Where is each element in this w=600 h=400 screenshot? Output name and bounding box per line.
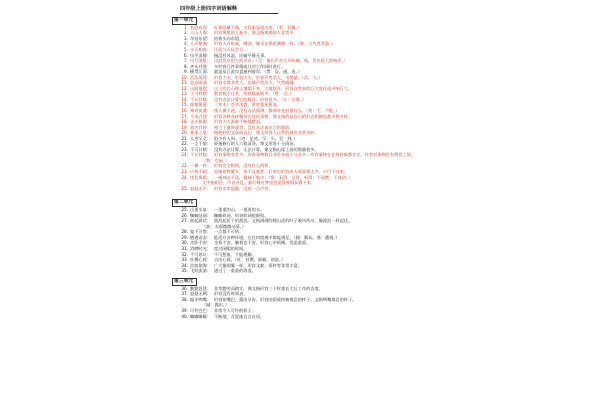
- entry-word: 不可计数：: [190, 146, 211, 152]
- entry-word: 山重水复：: [190, 207, 211, 213]
- entry-word: 齐头并进：: [190, 63, 211, 69]
- entry-number: 35.: [181, 268, 188, 274]
- entry-word: 山崩地裂：: [190, 85, 211, 91]
- entry-word: 不计其数：: [190, 96, 211, 102]
- unit-section: [172, 274, 442, 319]
- section-spacer: [172, 191, 442, 199]
- entry-definition: 形容大火源源不断地燃起。: [213, 119, 265, 125]
- vocab-entry: [172, 186, 442, 192]
- entry-definition: 广大像烟雾一样，形容文献，资料等非常丰富。: [213, 262, 302, 268]
- entry-number: 40.: [181, 313, 188, 319]
- document-title: 四年级上册四字词语解释: [180, 6, 278, 14]
- entry-definition: 不断地，含混地自言自语。: [213, 313, 265, 319]
- unit-section: [172, 14, 442, 191]
- entry-word: 毫不可惜：: [190, 229, 211, 235]
- entry-definition: 一重重的山，一道道的水。: [213, 207, 265, 213]
- entry-number: 1.: [184, 24, 188, 30]
- entry-number: 22.: [181, 163, 188, 169]
- entry-word: 人声鼎沸：: [190, 41, 211, 47]
- entry-definition: 不可想象，不能理解。: [213, 251, 256, 257]
- entry-definition: 一点都不可惜。: [213, 229, 244, 235]
- entry-number: 3.: [184, 35, 188, 41]
- entry-word: 水天相接：: [190, 46, 211, 52]
- entry-number: 36.: [181, 285, 188, 291]
- entry-word: 人迹罕至：: [190, 135, 211, 141]
- entry-definition: 指没有风浪，比喻平静无事。: [213, 52, 269, 58]
- entry-word: 不计其数：: [190, 152, 211, 158]
- entry-definition: 能适应各种环境，在任何境遇中都能满足。（随：顺从。遇：遭遇。）: [213, 234, 340, 240]
- entry-number: 34.: [181, 262, 188, 268]
- entry-number: 6.: [184, 52, 188, 58]
- entry-definition: 坐着不安，躺着也不安，形容心中烦躁，忧虑重重。: [213, 240, 311, 246]
- entry-definition: 蜘蛛织网，形容织网很细致。: [213, 212, 269, 218]
- entry-number: 31.: [181, 246, 188, 252]
- entry-number: 20.: [181, 130, 188, 136]
- entry-number: 28.: [181, 229, 188, 235]
- entry-number: 9.: [184, 69, 188, 75]
- entry-word: 神奇莫测：: [190, 108, 211, 113]
- entry-definition: 形容大水，形容大水，形容声势浩大，水势猛。（浩：大。）: [213, 74, 323, 80]
- entry-definition: 文中指阴冷，声音杂乱，最后睡在梦里也觉得神情安静下来。: [202, 180, 316, 186]
- vocab-entry: [172, 218, 442, 224]
- entry-definition: 一指神态不清，精神不集中；（惧：看得，记得，听得；不清楚，不真切。）: [213, 174, 353, 180]
- entry-word: 神来之笔：: [190, 130, 211, 136]
- entry-number: 19.: [181, 124, 188, 130]
- entry-definition: 自出心裁。（杜：杜撰，新颖，创造。）: [213, 257, 286, 263]
- entry-number: 12.: [181, 85, 188, 91]
- entry-number: 25.: [181, 207, 188, 213]
- entry-definition: 指绝妙的文章或词句，课文形容大自然的神奇非常奇妙。: [213, 130, 319, 136]
- unit-section: [172, 191, 442, 274]
- entry-number: 33.: [181, 257, 188, 263]
- entry-word: 忧危惧惧：: [190, 174, 211, 180]
- entry-number: 13.: [181, 91, 188, 97]
- entry-definition: 好象隐藏不露，又好象显现出来。（若：好像。）: [213, 24, 302, 30]
- entry-definition: 形容人声喧闹，嘈杂，像水在锅里沸腾一样。（鼎：古代者食器。）: [213, 41, 336, 47]
- entry-definition: 相当于奥妙或者，没有办法说出它的奥妙。: [213, 124, 294, 130]
- entry-word: 风平浪静：: [190, 52, 211, 58]
- entry-number: 15.: [181, 102, 188, 108]
- entry-number: 14.: [181, 96, 188, 102]
- entry-definition: 江面与天际会合。: [213, 46, 248, 52]
- entry-number: 7.: [184, 58, 188, 64]
- entry-definition: 原指景物繁多，来不及观赏，后来也形容来人或事情太多，应付不过来。: [213, 169, 348, 175]
- entry-word: 风号浪吼：: [190, 58, 211, 64]
- entry-word: 浩如烟海：: [190, 262, 211, 268]
- entry-word: 寂寂无声：: [190, 185, 211, 191]
- entry-word: 应接不暇：: [190, 169, 211, 175]
- entry-definition: 形容水势非常大，比喻声势浩大，气势磅礴。: [213, 80, 298, 86]
- entry-word: 消磨时光：: [190, 246, 211, 252]
- entry-number: 4.: [184, 41, 188, 47]
- entry-number: 23.: [181, 169, 188, 175]
- entry-number: 25.: [181, 185, 188, 191]
- entry-definition: 没有办法计算它的数目，形容很多。（计：计算。）: [213, 96, 307, 102]
- entry-word: 随遇而安：: [190, 234, 211, 240]
- entry-word: 敲牙咧嘴：: [190, 296, 211, 302]
- entry-word: 可怜巴巴：: [190, 307, 211, 313]
- entry-word: 不可胜数：: [190, 91, 211, 97]
- entry-number: 16.: [181, 108, 188, 113]
- entry-definition: 形容张嘴巴，露出牙齿。形容凶狠或疼痛难忍的样子。文指咧嘴难忍的样子。: [213, 296, 357, 302]
- entry-definition: 形容各种各样稀奇古怪的事物。课文指的是岩石的形态和颜色都多种多样。: [213, 113, 353, 119]
- entry-word: 圣火源源：: [190, 119, 211, 125]
- entry-number: 17.: [181, 113, 188, 119]
- entry-definition: 抬着头向东望。: [213, 35, 244, 41]
- entry-number: 37.: [181, 291, 188, 297]
- entry-word: 人山人海：: [190, 30, 211, 36]
- entry-definition: 风浪发出很大的声音。（号：拖长声音大声叫喊，吼，发出很大的响声。）: [213, 58, 348, 64]
- entry-number: 2.: [184, 30, 188, 36]
- entry-word: 蜘蛛结网：: [190, 212, 211, 218]
- entry-number: 22.: [181, 141, 188, 147]
- entry-definition: 度过闲暇的时间。: [213, 246, 248, 252]
- vocab-entry: [172, 314, 442, 320]
- entry-word: 勤勤恳恳：: [190, 285, 211, 291]
- entry-definition: 形容没有时间表。: [213, 291, 248, 297]
- entry-definition: 数也数不过来，形容数量极多。（胜：尽。）: [213, 91, 294, 97]
- entry-word: 千奇百怪：: [190, 113, 211, 119]
- entry-number: 39.: [181, 307, 188, 313]
- entry-word: 波起波伏：: [190, 218, 211, 224]
- entry-definition: 就是从江此岸直通到彼岸。（贯：穿，通，连。）: [213, 69, 302, 75]
- entry-number: 8.: [184, 63, 188, 69]
- entry-word: 若隐若现：: [190, 24, 211, 30]
- entry-word: 悬悬无期：: [190, 291, 211, 297]
- entry-definition: 山上的岩石和土壤塌下来，大地裂开。形容自然界的巨大变化或声响巨大。: [213, 85, 353, 91]
- entry-word: 飞跃流淌：: [190, 268, 211, 274]
- entry-number: 21.: [181, 135, 188, 141]
- entry-definition: 非常勤劳而踏实，课文指形容三个牧童长大后工作的态度。: [213, 285, 323, 291]
- entry-definition: 形容完全相同，没有什么两样。: [213, 163, 273, 169]
- document-page: [172, 6, 442, 396]
- vocab-entry: [172, 297, 442, 303]
- vocab-entry: [172, 175, 442, 181]
- entry-definition: 原指修行的人六根清净，课文形容十分清洁。: [213, 141, 298, 147]
- entry-number: 30.: [181, 240, 188, 246]
- entry-word: 一模一样：: [190, 163, 211, 169]
- entry-number: 24.: [181, 152, 188, 158]
- entry-number: 23.: [181, 146, 188, 152]
- unit-header: 第三单元: [172, 278, 197, 286]
- vocab-entry: [172, 268, 442, 274]
- entry-word: 昂首东望：: [190, 35, 211, 41]
- entry-number: 38.: [181, 296, 188, 302]
- vocab-entry: [172, 152, 442, 158]
- entry-number: 11.: [181, 80, 188, 86]
- entry-definition: （敲：露出。）: [202, 302, 230, 308]
- entry-definition: （草木）苍翠茂盛，浓密葱茏葱茏。: [213, 102, 281, 108]
- entry-number: 26.: [181, 212, 188, 218]
- entry-word: 莫名其妙：: [190, 124, 211, 130]
- entry-word: 一尘不染：: [190, 141, 211, 147]
- entry-word: 嘟嘟嚷嚷：: [190, 313, 211, 319]
- entry-number: 29.: [181, 234, 188, 240]
- section-spacer: [172, 274, 442, 278]
- entry-definition: 使人摸不透，没有办法猜测，都神奇变幻着什么。（莫：不，不能。）: [213, 108, 340, 113]
- entry-word: 杜撰心裁：: [190, 257, 211, 263]
- entry-number: 24.: [181, 174, 188, 180]
- entry-definition: 没有办法计算，无法计算。课文指山崖上面的数量很多。: [213, 146, 319, 152]
- entry-definition: 形容聚集的人极多，课文指观潮的人非常多。: [213, 30, 298, 36]
- entry-number: 10.: [181, 74, 188, 80]
- entry-number: 27.: [181, 218, 188, 224]
- entry-definition: （数：空闲。）: [202, 157, 230, 163]
- entry-definition: （波：水面微微动荡。）: [202, 223, 246, 229]
- entry-number: 18.: [181, 119, 188, 125]
- section-spacer: [172, 14, 442, 17]
- entry-definition: 非常令人可怜的样子。: [213, 307, 256, 313]
- unit-header: 第二单元: [172, 199, 197, 207]
- entry-word: 郁郁葱葱：: [190, 102, 211, 108]
- entry-definition: 多形容几件事情或几项工作同时进行。: [213, 63, 286, 69]
- entry-word: 坐卧不安：: [190, 240, 211, 246]
- entry-number: 5.: [184, 46, 188, 52]
- entry-definition: 波浪起伏个的波浪。文指满满的爬山虎的叶子被风吹动，像波浪一样起伏。: [213, 218, 353, 224]
- entry-word: 不可思议：: [190, 251, 211, 257]
- entry-word: 浩浩荡荡：: [190, 74, 211, 80]
- entry-definition: 形容非常寂静，没有一点声音。: [213, 185, 273, 191]
- unit-header: 第一单元: [172, 17, 197, 25]
- entry-word: 横贯江面：: [190, 69, 211, 75]
- entry-word: 恣态顾涌：: [190, 80, 211, 86]
- entry-number: 32.: [181, 251, 188, 257]
- units-container: [172, 14, 442, 319]
- entry-definition: 很少有人到。（迹：足迹。罕：少。至：到。）: [213, 135, 298, 141]
- entry-definition: 形容事物非常多。形容事物数目非常多或十分众多；形容事物在任何时候都存在，作者对事物怀有赞赏之情。: [213, 152, 415, 158]
- entry-definition: 通过了一重重的海浪。: [213, 268, 256, 274]
